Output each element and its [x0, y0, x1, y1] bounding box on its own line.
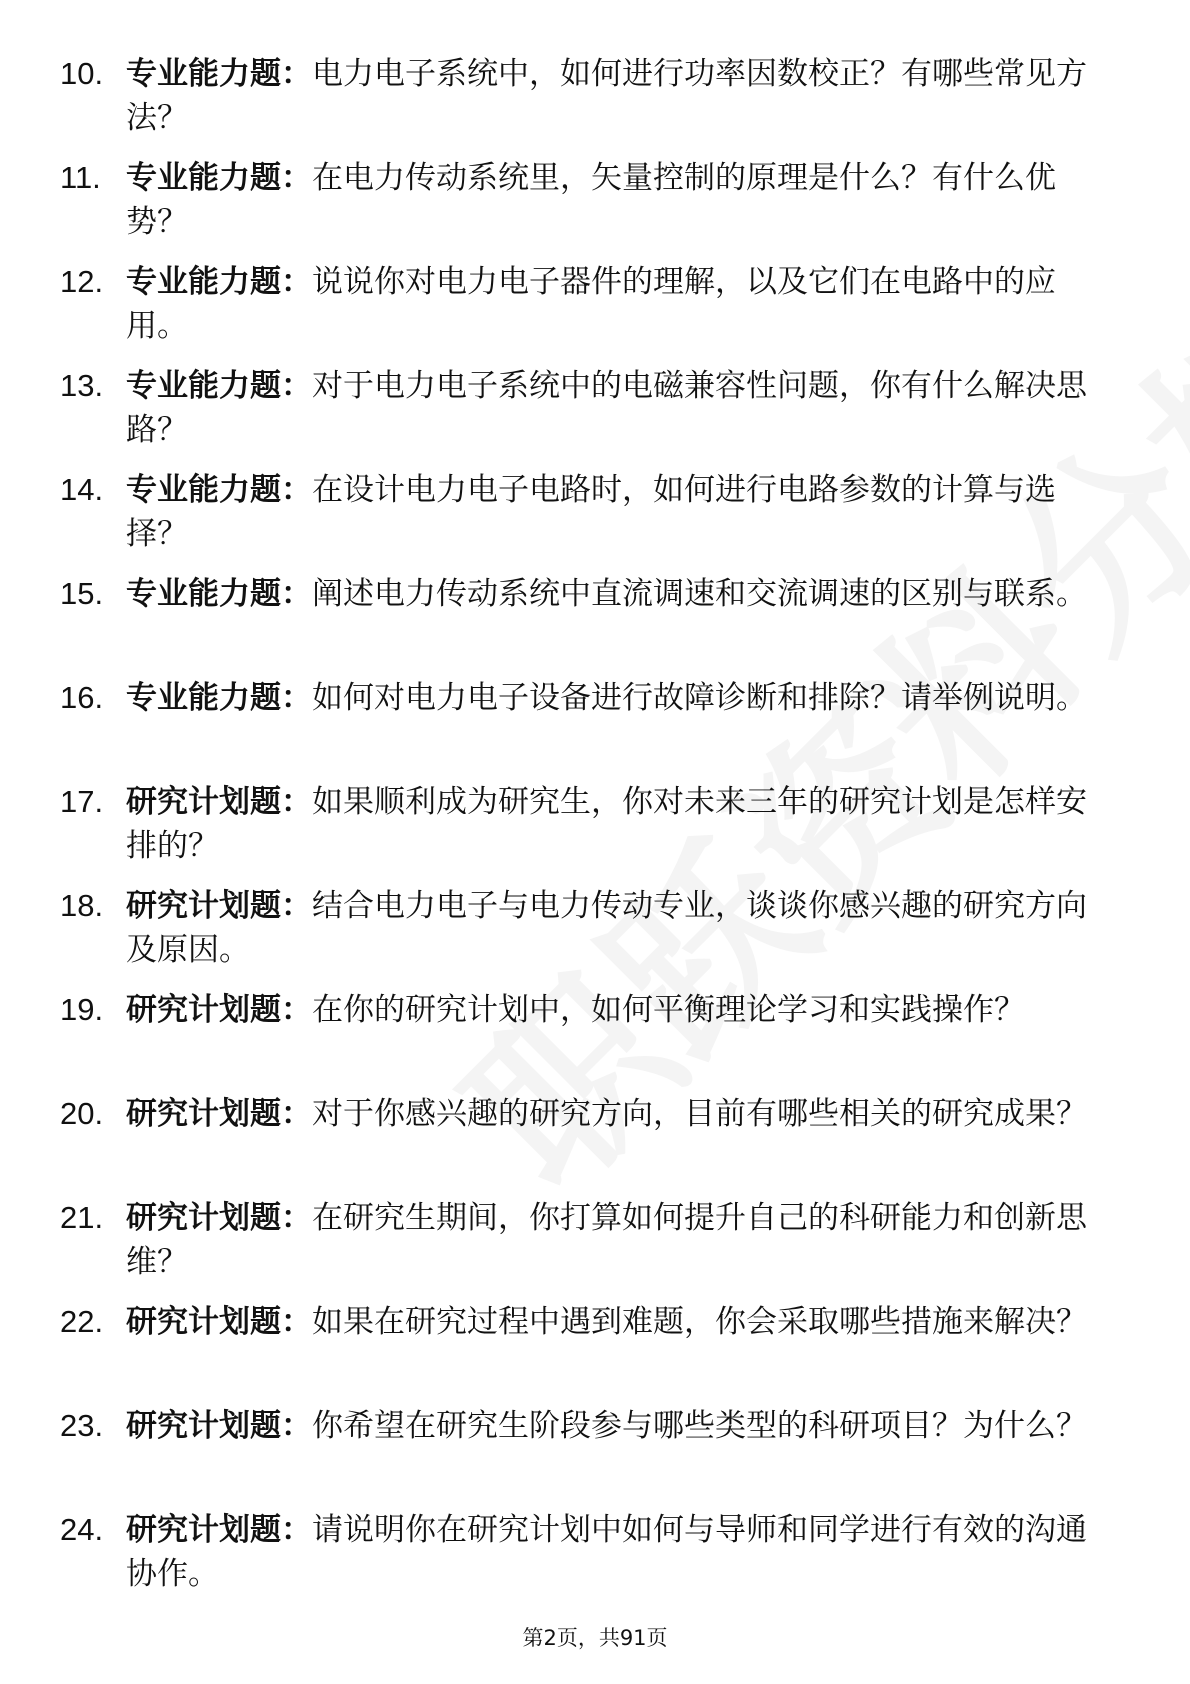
item-category: 研究计划题：: [126, 888, 312, 924]
list-item: [60, 260, 1110, 364]
item-number: 22.: [60, 1304, 104, 1339]
list-item: [60, 52, 1110, 156]
item-number: 23.: [60, 1408, 104, 1443]
list-item: [60, 884, 1110, 988]
item-text: 如果顺利成为研究生，你对未来三年的研究计划是怎样安排的？: [126, 784, 1087, 864]
list-item: [60, 1508, 1110, 1612]
item-text: 在你的研究计划中，如何平衡理论学习和实践操作？: [312, 992, 1025, 1028]
item-number: 21.: [60, 1200, 104, 1235]
item-text: 如何对电力电子设备进行故障诊断和排除？请举例说明。: [312, 680, 1087, 716]
list-item: [60, 364, 1110, 468]
item-body: [126, 364, 1098, 452]
item-text: 在研究生期间，你打算如何提升自己的科研能力和创新思维？: [126, 1200, 1087, 1280]
item-category: 研究计划题：: [126, 1512, 312, 1548]
list-item: [60, 1404, 1110, 1508]
item-body: [126, 780, 1098, 868]
item-body: [126, 156, 1098, 244]
item-number: 16.: [60, 680, 104, 715]
item-body: [126, 988, 1098, 1032]
item-body: [126, 884, 1098, 972]
item-category: 专业能力题：: [126, 56, 312, 92]
item-number: 20.: [60, 1096, 104, 1131]
item-number: 13.: [60, 368, 104, 403]
item-category: 专业能力题：: [126, 368, 312, 404]
item-text: 阐述电力传动系统中直流调速和交流调速的区别与联系。: [312, 576, 1087, 612]
item-text: 如果在研究过程中遇到难题，你会采取哪些措施来解决？: [312, 1304, 1087, 1340]
page-footer: [0, 1624, 1190, 1652]
item-category: 专业能力题：: [126, 576, 312, 612]
item-category: 研究计划题：: [126, 784, 312, 820]
item-text: 你希望在研究生阶段参与哪些类型的科研项目？为什么？: [312, 1408, 1087, 1444]
item-number: 17.: [60, 784, 104, 819]
item-text: 对于电力电子系统中的电磁兼容性问题，你有什么解决思路？: [126, 368, 1087, 448]
item-category: 专业能力题：: [126, 160, 312, 196]
item-number: 19.: [60, 992, 104, 1027]
item-body: [126, 572, 1098, 616]
list-item: [60, 1092, 1110, 1196]
list-item: [60, 988, 1110, 1092]
item-body: [126, 1092, 1098, 1136]
item-number: 18.: [60, 888, 104, 923]
item-body: [126, 1404, 1098, 1448]
item-body: [126, 1508, 1098, 1596]
list-item: [60, 780, 1110, 884]
item-category: 研究计划题：: [126, 1408, 312, 1444]
list-item: [60, 468, 1110, 572]
item-body: [126, 1196, 1098, 1284]
item-body: [126, 260, 1098, 348]
item-category: 研究计划题：: [126, 1304, 312, 1340]
list-item: [60, 572, 1110, 676]
item-number: 10.: [60, 56, 104, 91]
item-category: 研究计划题：: [126, 1096, 312, 1132]
item-body: [126, 1300, 1098, 1344]
item-text: 电力电子系统中，如何进行功率因数校正？有哪些常见方法？: [126, 56, 1087, 136]
item-number: 24.: [60, 1512, 104, 1547]
item-category: 研究计划题：: [126, 992, 312, 1028]
item-body: [126, 468, 1098, 556]
list-item: [60, 676, 1110, 780]
item-number: 11.: [60, 160, 101, 195]
item-category: 专业能力题：: [126, 680, 312, 716]
item-category: 研究计划题：: [126, 1200, 312, 1236]
item-text: 对于你感兴趣的研究方向，目前有哪些相关的研究成果？: [312, 1096, 1087, 1132]
item-body: [126, 52, 1098, 140]
question-list: [60, 52, 1110, 1612]
item-text: 结合电力电子与电力传动专业，谈谈你感兴趣的研究方向及原因。: [126, 888, 1087, 968]
item-text: 说说你对电力电子器件的理解，以及它们在电路中的应用。: [126, 264, 1056, 344]
item-category: 专业能力题：: [126, 264, 312, 300]
page-number-label: 第2页，共91页: [522, 1626, 668, 1650]
item-category: 专业能力题：: [126, 472, 312, 508]
item-text: 在电力传动系统里，矢量控制的原理是什么？有什么优势？: [126, 160, 1056, 240]
item-number: 14.: [60, 472, 104, 507]
item-number: 12.: [60, 264, 104, 299]
item-number: 15.: [60, 576, 104, 611]
list-item: [60, 1196, 1110, 1300]
list-item: [60, 156, 1110, 260]
item-text: 在设计电力电子电路时，如何进行电路参数的计算与选择？: [126, 472, 1056, 552]
list-item: [60, 1300, 1110, 1404]
item-text: 请说明你在研究计划中如何与导师和同学进行有效的沟通协作。: [126, 1512, 1087, 1592]
item-body: [126, 676, 1098, 720]
